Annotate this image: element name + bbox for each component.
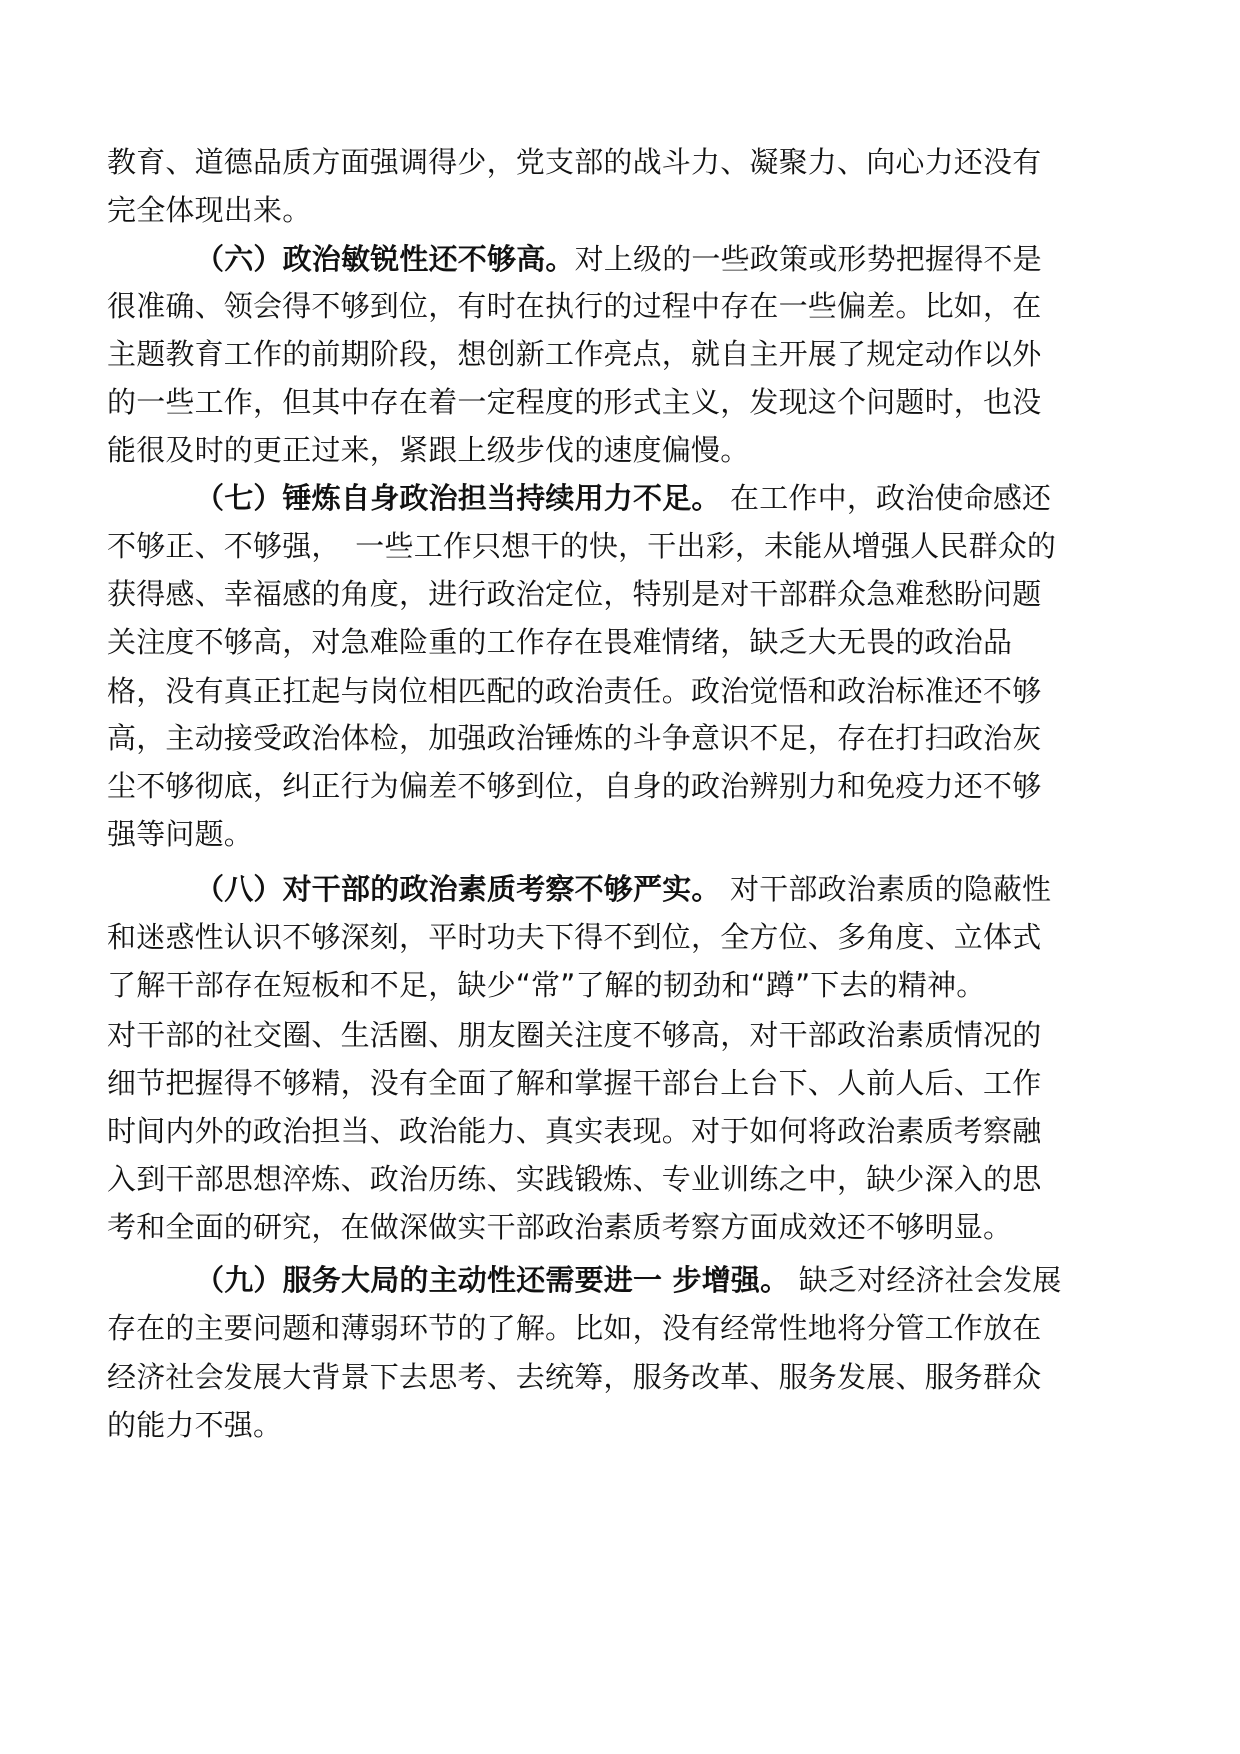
text-line: 和迷惑性认识不够深刻，平时功夫下得不到位，全方位、多角度、立体式	[107, 920, 1042, 954]
text-line: 对干部的社交圈、生活圈、朋友圈关注度不够高，对干部政治素质情况的	[107, 1018, 1042, 1052]
section-8-first-line	[195, 867, 1137, 911]
text-line: 时间内外的政治担当、政治能力、真实表现。对于如何将政治素质考察融	[107, 1114, 1042, 1148]
section-6-text: 对上级的一些政策或形势把握得不是	[574, 242, 1042, 276]
text-line: 了解干部存在短板和不足，缺少“常”了解的韧劲和“蹲”下去的精神。	[107, 968, 986, 1002]
section-7-first-line	[195, 476, 1137, 520]
section-7-heading: （七）锤炼自身政治担当持续用力不足。	[195, 481, 721, 515]
text-line: 的能力不强。	[107, 1408, 283, 1442]
text-line: 考和全面的研究，在做深做实干部政治素质考察方面成效还不够明显。	[107, 1210, 1013, 1244]
text-line: 经济社会发展大背景下去思考、去统筹，服务改革、服务发展、服务群众	[107, 1360, 1042, 1394]
text-line: 很准确、领会得不够到位，有时在执行的过程中存在一些偏差。比如，在	[107, 289, 1042, 323]
text-line: 关注度不够高，对急难险重的工作存在畏难情绪，缺乏大无畏的政治品	[107, 625, 1013, 659]
section-8-text: 对干部政治素质的隐蔽性	[720, 872, 1052, 906]
section-7-text: 在工作中，政治使命感还	[720, 481, 1052, 515]
text-line: 不够正、不够强， 一些工作只想干的快，干出彩，未能从增强人民群众的	[107, 529, 1057, 563]
text-line: 的一些工作，但其中存在着一定程度的形式主义，发现这个问题时，也没	[107, 385, 1042, 419]
section-9-first-line	[195, 1258, 1137, 1302]
text-line: 尘不够彻底，纠正行为偏差不够到位，自身的政治辨别力和免疫力还不够	[107, 769, 1042, 803]
section-9-text: 缺乏对经济社会发展	[789, 1263, 1062, 1297]
text-line: 高，主动接受政治体检，加强政治锤炼的斗争意识不足，存在打扫政治灰	[107, 721, 1042, 755]
text-line: 格，没有真正扛起与岗位相匹配的政治责任。政治觉悟和政治标准还不够	[107, 674, 1042, 708]
text-line: 能很及时的更正过来，紧跟上级步伐的速度偏慢。	[107, 433, 750, 467]
section-8-heading: （八）对干部的政治素质考察不够严实。	[195, 872, 721, 906]
section-9-heading: （九）服务大局的主动性还需要进一 步增强。	[195, 1263, 790, 1297]
text-line: 教育、道德品质方面强调得少，党支部的战斗力、凝聚力、向心力还没有	[107, 145, 1042, 179]
text-line: 获得感、幸福感的角度，进行政治定位，特别是对干部群众急难愁盼问题	[107, 577, 1042, 611]
text-line: 强等问题。	[107, 817, 254, 851]
section-6-first-line	[195, 237, 1137, 281]
text-line: 存在的主要问题和薄弱环节的了解。比如，没有经常性地将分管工作放在	[107, 1311, 1042, 1345]
text-line: 细节把握得不够精，没有全面了解和掌握干部台上台下、人前人后、工作	[107, 1066, 1042, 1100]
section-6-heading: （六）政治敏锐性还不够高。	[195, 242, 575, 276]
text-line: 入到干部思想淬炼、政治历练、实践锻炼、专业训练之中，缺少深入的思	[107, 1162, 1042, 1196]
text-line: 完全体现出来。	[107, 193, 312, 227]
text-line: 主题教育工作的前期阶段，想创新工作亮点，就自主开展了规定动作以外	[107, 337, 1042, 371]
